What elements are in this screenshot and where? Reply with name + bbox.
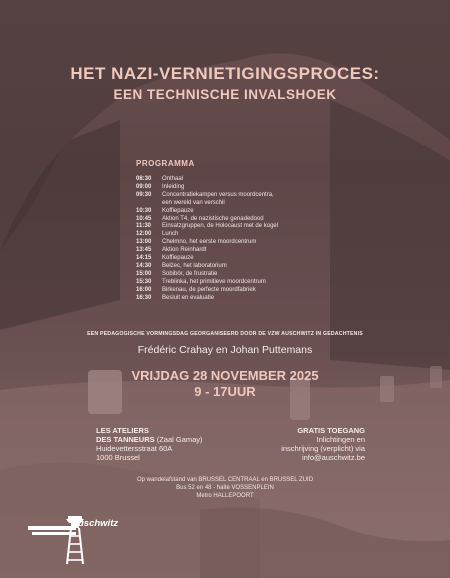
programma-description: Besluit en evaluatie — [162, 294, 215, 301]
programma-description: Sobibór, de frustratie — [162, 270, 218, 277]
title-line-1: HET NAZI-VERNIETIGINGSPROCES: — [70, 64, 380, 83]
programma-heading: PROGRAMMA — [136, 159, 195, 168]
speakers: Frédéric Crahay en Johan Puttemans — [137, 344, 313, 356]
venue-name-2: DES TANNEURS — [96, 435, 155, 444]
programma-time: 09:00 — [136, 183, 152, 190]
entry-heading: GRATIS TOEGANG — [297, 426, 365, 435]
programma-description: Aktion T4, de nazistische genadedood — [162, 215, 264, 222]
venue-block — [96, 426, 203, 462]
programma-item — [136, 239, 376, 247]
programma-list — [136, 176, 376, 303]
programma-item — [136, 192, 376, 200]
transport-line-1: Op wandelafstand van BRUSSEL CENTRAAL en BRUSSEL ZUID — [136, 477, 314, 483]
programma-item — [136, 184, 376, 192]
programma-time: 12:00 — [136, 231, 152, 238]
programma-time: 13:45 — [136, 247, 152, 254]
programma-time: 14:15 — [136, 255, 152, 262]
programma-time: 16:30 — [136, 294, 152, 301]
programma-item — [136, 263, 376, 271]
programma-time: 09:30 — [136, 191, 152, 198]
programma-description: Treblinka, het primitieve moordcentrum — [162, 278, 266, 285]
venue-city: 1000 Brussel — [96, 453, 140, 462]
programma-description: Concentratiekampen versus moordcentra, — [162, 191, 274, 198]
entry-email[interactable]: info@auschwitz.be — [301, 453, 365, 462]
programma-description: Koffiepauze — [162, 255, 194, 262]
programma-description: een wereld van verschil — [162, 199, 225, 206]
entry-line-1: Inlichtingen en — [316, 435, 365, 444]
programma-description: Lunch — [162, 231, 179, 238]
programma-description: Koffiepauze — [162, 207, 194, 214]
programma-item — [136, 223, 376, 231]
logo-wordmark: uschwitz — [78, 518, 119, 529]
programma-description: Aktion Reinhardt — [162, 247, 207, 254]
programma-time: 14:30 — [136, 262, 152, 269]
programma-description: Bełżec, het laboratorium — [162, 262, 227, 269]
event-hours: 9 - 17UUR — [194, 384, 256, 399]
programma-time: 15:30 — [136, 278, 152, 285]
event-title — [0, 64, 450, 103]
event-day: VRIJDAG 28 NOVEMBER 2025 — [131, 368, 319, 383]
programma-item — [136, 255, 376, 263]
venue-room: (Zaal Gamay) — [154, 435, 203, 444]
programma-time: 15:00 — [136, 270, 152, 277]
transport-line-2: Bus 52 en 48 - halte VOSSENPLEIN — [176, 485, 274, 491]
entry-block — [281, 426, 365, 462]
programma-item — [136, 271, 376, 279]
programma-time — [136, 200, 162, 208]
programma-time: 10:45 — [136, 215, 152, 222]
programma-item — [136, 176, 376, 184]
programma-item — [136, 200, 376, 208]
programma-item — [136, 231, 376, 239]
programma-description: Birkenau, de perfecte moordfabriek — [162, 286, 256, 293]
programma-item — [136, 208, 376, 216]
programma-time: 11:30 — [136, 223, 152, 230]
entry-line-2: inschrijving (verplicht) via — [281, 444, 365, 453]
programma-description: Inleiding — [162, 183, 185, 190]
programma-item — [136, 247, 376, 255]
programma-time: 08:30 — [136, 176, 152, 182]
programma-description: Einsatzgruppen, de Holocaust met de kogel — [162, 223, 279, 230]
programma-item — [136, 295, 376, 303]
title-line-2: EEN TECHNISCHE INVALSHOEK — [113, 87, 337, 102]
programma-time: 10:30 — [136, 207, 152, 214]
transport-line-3: Metro HALLEPOORT — [196, 493, 254, 499]
programma-item — [136, 216, 376, 224]
programma-description: Onthaal — [162, 176, 184, 182]
programma-item — [136, 287, 376, 295]
programma-description: Chełmno, het eerste moordcentrum — [162, 239, 257, 246]
programma-item — [136, 279, 376, 287]
venue-street: Huidevettersstraat 60A — [96, 444, 173, 453]
transport-info — [0, 476, 450, 500]
event-date — [0, 368, 450, 400]
organizer-line: EEN PEDAGOGISCHE VORMINGSDAG GEORGANISEERD DOOR DE VZW AUSCHWITZ IN GEDACHTENIS — [87, 331, 363, 337]
venue-name-1: LES ATELIERS — [96, 426, 149, 435]
programma-time: 13:00 — [136, 239, 152, 246]
programma-time: 16:00 — [136, 286, 152, 293]
